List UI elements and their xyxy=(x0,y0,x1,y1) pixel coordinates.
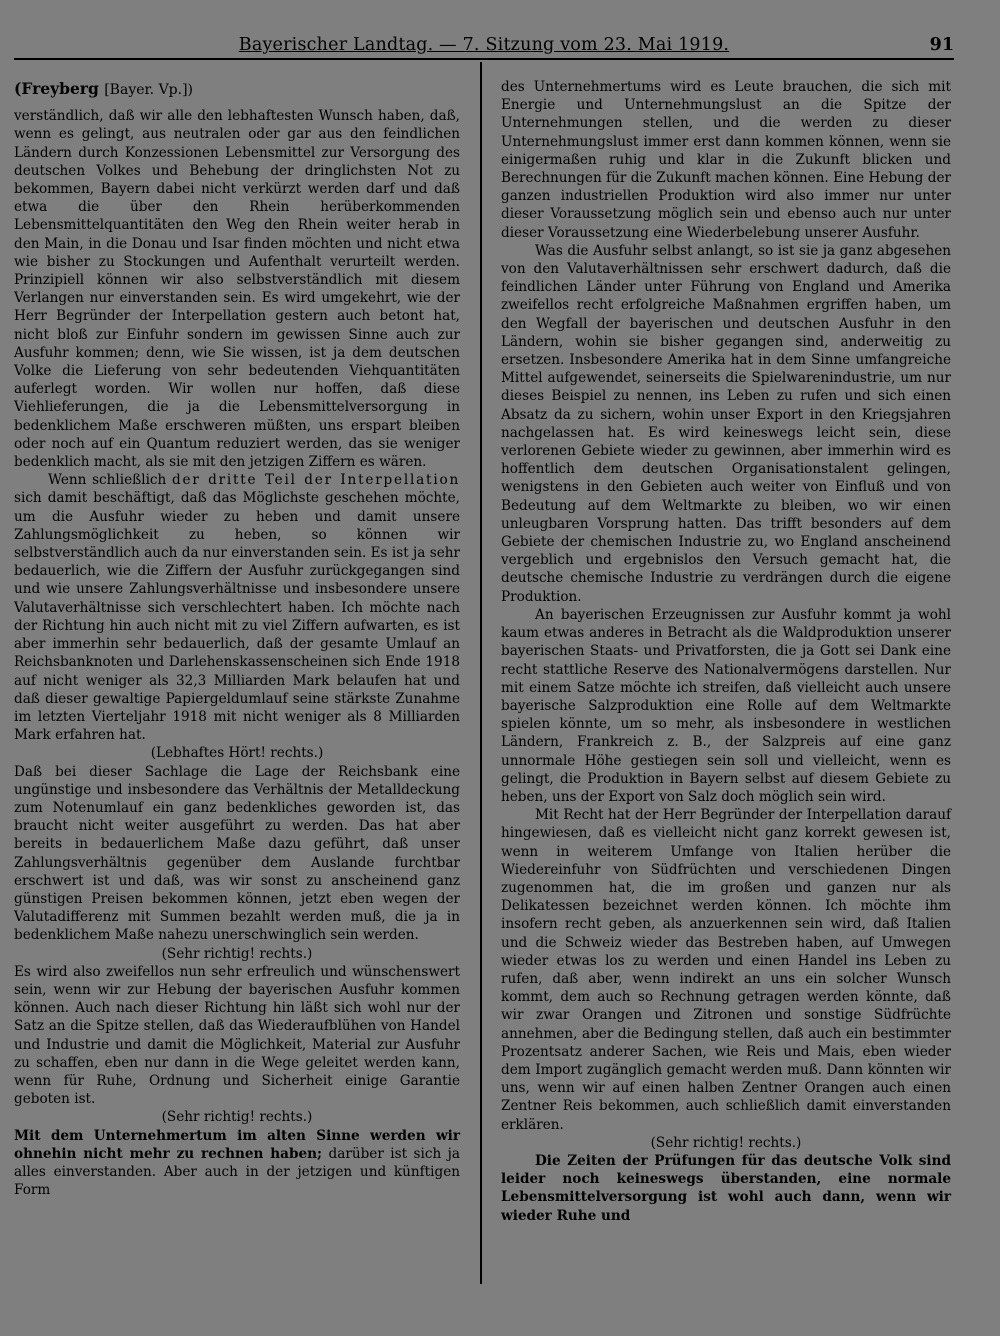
page-number: 91 xyxy=(929,35,954,55)
paragraph: Es wird also zweifellos nun sehr erfreulich und wünschenswert sein, wenn wir zur Hebung der bayerischen Ausfuhr kommen können. Auch nach dieser Richtung hin läßt sich wohl nur der Satz an die Spitze stellen, daß das Wiederaufblühen von Handel und Industrie und damit die Möglichkeit, Material zur Ausfuhr zu schaffen, eben nur dann in die Wege geleitet werden kann, wenn für Ruhe, Ordnung und Sicherheit einige Garantie geboten ist. xyxy=(14,963,460,1108)
interjection: (Sehr richtig! rechts.) xyxy=(161,945,313,962)
left-column xyxy=(14,62,460,1199)
bold-emphasis: Mit dem Unternehmertum im alten Sinne werden wir ohnehin nicht mehr zu rechnen haben; xyxy=(14,1127,460,1162)
spaced-emphasis: der dritte Teil der Interpellation xyxy=(171,472,461,489)
header-title: Bayerischer Landtag. — 7. Sitzung vom 23. Mai 1919. xyxy=(238,35,730,55)
page-header xyxy=(14,30,954,60)
interjection: (Lebhaftes Hört! rechts.) xyxy=(150,745,324,762)
paragraph: An bayerischen Erzeugnissen zur Ausfuhr kommt ja wohl kaum etwas anderes in Betracht als die Waldproduktion unserer bayerischen Staats- und Privatforsten, die ja Gott sei Dank eine recht stattliche Reserve des Nationalvermögens darstellen. Nur mit einem Satze möchte ich streifen, daß vielleicht auch unsere bayerische Salzproduktion eine Rolle auf dem Weltmarkte spielen könnte, um so mehr, als insbesondere in westlichen Ländern, Frankreich z. B., der Salzpreis auf eine ganz unnormale Höhe gestiegen sein soll und vielleicht, wenn es gelingt, die Produktion in Bayern selbst auf diesem Gebiete zu heben, uns der Export von Salz doch möglich sein wird. xyxy=(501,606,951,805)
speaker-party: [Bayer. Vp.]) xyxy=(104,82,194,98)
paragraph: Daß bei dieser Sachlage die Lage der Reichsbank eine ungünstige und insbesondere das Verhältnis der Metalldeckung zum Notenumlauf ein ganz bedenkliches geworden ist, das braucht nicht weiter ausgeführt zu werden. Das hat aber bereits in bedauerlichem Maße dazu geführt, daß unser Zahlungsverhältnis gegenüber dem Auslande furchtbar erschwert ist und daß, was wir sonst zu anscheinend ganz günstigen Preisen bekommen können, jetzt eben wegen der Valutadifferenz mit Summen bezahlt werden muß, die ja in bedenklichem Maße nahezu unerschwinglich sein werden. xyxy=(14,763,460,944)
paragraph-start: Wenn schließlich xyxy=(48,472,167,489)
paragraph: Die Zeiten der Prüfungen für das deutsche Volk sind leider noch keineswegs überstanden, eine normale Lebensmittelversorgung ist wohl auch dann, wenn wir wieder Ruhe und xyxy=(501,1152,951,1224)
interjection: (Sehr richtig! rechts.) xyxy=(161,1109,313,1126)
right-column xyxy=(501,78,951,1225)
paragraph: Mit Recht hat der Herr Begründer der Interpellation darauf hingewiesen, daß es vielleicht nicht ganz korrekt gewesen ist, wenn in weiterem Umfange von Italien herüber die Wiedereinfuhr von Südfrüchten und verschiedenen Dingen zugenommen hat, die im großen und ganzen nur als Delikatessen bezeichnet werden können. Ich möchte ihm insofern recht geben, als anzuerkennen sein wird, daß Italien und die Schweiz wieder das Bestreben haben, auf Umwegen wieder etwas los zu werden und einen Handel ins Leben zu rufen, daß aber, wenn indirekt an uns ein solcher Wunsch kommt, dem auch so Rechnung getragen werden könnte, daß wir zwar Orangen und Zitronen und sonstige Südfrüchte annehmen, aber die Bedingung stellen, daß auch ein bestimmter Prozentsatz anderer Sachen, wie Reis und Mais, eben wieder dem Import zugänglich gemacht werden muß. Dann könnten wir uns, wenn wir auf einen halben Zentner Orangen auch einen Zentner Reis bekommen, auch schließlich damit einverstanden erklären. xyxy=(501,807,951,1133)
paragraph xyxy=(14,1127,460,1200)
interjection: (Sehr richtig! rechts.) xyxy=(650,1134,802,1151)
paragraph: verständlich, daß wir alle den lebhaftesten Wunsch haben, daß, wenn es gelingt, aus neutralen oder gar aus den feindlichen Ländern durch Konzessionen Lebensmittel zur Versorgung des deutschen Volkes und Behebung der dringlichsten Not zu bekommen, Bayern dabei nicht verkürzt werden darf und daß etwa die über den Rhein herüberkommenden Lebensmittelquantitäten den Weg den Rhein weiter herab in den Main, in die Donau und Isar finden möchten und nicht etwa wie bisher zu Stockungen und Aufenthalt verurteilt werden. Prinzipiell können wir also selbstverständlich mit diesem Verlangen nur einverstanden sein. Es wird umgekehrt, wie der Herr Begründer der Interpellation gestern auch betont hat, nicht bloß zur Einfuhr sondern im gewissen Sinne auch zur Ausfuhr kommen; denn, wie Sie wissen, ist ja dem deutschen Volke die Lieferung von sehr bedeutenden Viehquantitäten auferlegt worden. Wir wollen nur hoffen, daß diese Viehlieferungen, die ja die Lebensmittelversorgung in bedenklichem Maße erschweren müßten, uns erspart bleiben oder noch auf ein Quantum reduziert werden, das sie weniger bedenklich macht, als sie mit den jetzigen Ziffern es wären. xyxy=(14,108,460,471)
speaker-heading xyxy=(14,80,460,99)
paragraph xyxy=(14,471,460,744)
paragraph-rest: sich damit beschäftigt, daß das Möglichste geschehen möchte, um die Ausfuhr wieder zu heben und damit unsere Zahlungsmöglichkeit zu heben, so können wir selbstverständlich auch da nur einverstanden sein. Es ist ja sehr bedauerlich, wie die Ziffern der Ausfuhr zurückgegangen sind und wie unsere Zahlungsverhältnisse und insbesondere unsere Valutaverhältnisse sich verschlechtert haben. Ich möchte nach der Richtung hin auch nicht mit zu viel Ziffern aufwarten, es ist aber immerhin sehr bedauerlich, daß der gesamte Umlauf an Reichsbanknoten und Darlehenskassenscheinen sich Ende 1918 auf nicht weniger als 32,3 Milliarden Mark belaufen hat und daß dieser gewaltige Papiergeldumlauf seine stärkste Zunahme im letzten Vierteljahr 1918 mit nicht weniger als 8 Milliarden Mark erfahren hat. xyxy=(14,490,460,744)
paragraph-rest: darüber ist sich ja alles einverstanden. Aber auch in der jetzigen und künftigen Form xyxy=(14,1145,460,1199)
speaker-name: (Freyberg xyxy=(14,79,99,98)
paragraph: des Unternehmertums wird es Leute brauchen, die sich mit Energie und Unternehmungslust an die Spitze der Unternehmungen stellen, und die werden zu dieser Unternehmungslust immer erst dann kommen können, wenn sie einigermaßen ruhig und klar in die Zukunft blicken und Berechnungen für die Zukunft machen können. Eine Hebung der ganzen industriellen Produktion wird also immer nur unter dieser Voraussetzung möglich sein und ebenso auch nur unter dieser Voraussetzung eine Wiederbelebung unserer Ausfuhr. xyxy=(501,79,951,241)
paragraph: Was die Ausfuhr selbst anlangt, so ist sie ja ganz abgesehen von den Valutaverhältnissen sehr erschwert dadurch, daß die feindlichen Länder unter Führung von England und Amerika zweifellos recht erfolgreiche Maßnahmen ergriffen haben, um den Wegfall der bayerischen und deutschen Ausfuhr in den Ländern, wohin sie bisher gegangen sind, anderweitig zu ersetzen. Insbesondere Amerika hat in dem Sinne umfangreiche Mittel aufgewendet, seinerseits die Spielwarenindustrie, um nur dieses Beispiel zu nennen, ins Leben zu rufen und sich einen Absatz da zu sichern, wohin unser Export in den Kriegsjahren nachgelassen hat. Es wird keineswegs leicht sein, diese verlorenen Gebiete wieder zu gewinnen, aber immerhin wird es hoffentlich dem deutschen Organisationstalent gelingen, wenigstens in den Gebieten auch weiter von Einfluß und von Bedeutung auf dem Weltmarkte zu bleiben, wo wir einen unleugbaren Vorsprung hatten. Das trifft besonders auf dem Gebiete der chemischen Industrie zu, wo England anscheinend vergeblich und ergebnislos den Versuch gemacht hat, die deutsche chemische Industrie zu verdrängen durch die eigene Produktion. xyxy=(501,242,951,605)
column-divider xyxy=(480,62,482,1284)
